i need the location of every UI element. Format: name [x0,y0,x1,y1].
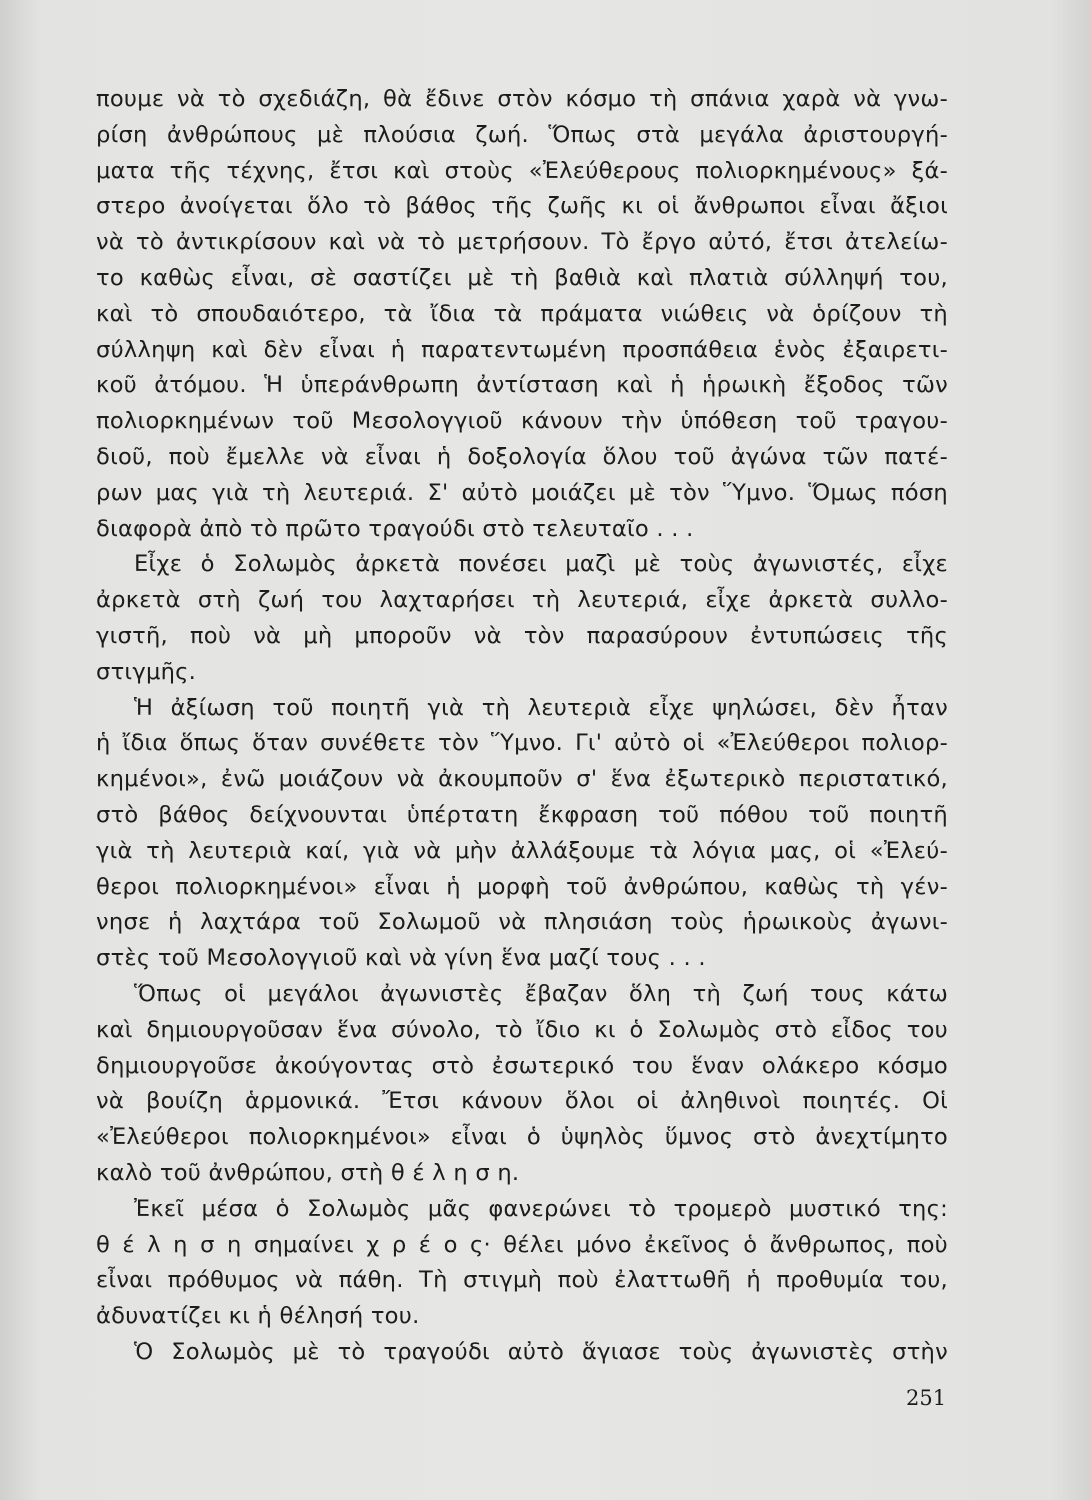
text-line: γιστῆ, ποὺ νὰ μὴ μποροῦν νὰ τὸν παρασύρουν ἐντυπώσεις τῆς [96,622,948,649]
text-line: Ἐκεῖ μέσα ὁ Σολωμὸς μᾶς φανερώνει τὸ τρομερὸ μυστικό της: [134,1195,948,1222]
text-line: κοῦ ἀτόμου. Ἡ ὑπεράνθρωπη ἀντίσταση καὶ ἡ ἡρωικὴ ἔξοδος τῶν [96,372,948,399]
text-line: θ έ λ η σ η σημαίνει χ ρ έ ο ς· θέλει μόνο ἐκεῖνος ὁ ἄνθρωπος, ποὺ [96,1231,948,1258]
text-line: νὰ βουίζη ἁρμονικά. Ἔτσι κάνουν ὅλοι οἱ ἀληθινοὶ ποιητές. Οἱ [96,1088,948,1115]
text-line: το καθὼς εἶναι, σὲ σαστίζει μὲ τὴ βαθιὰ καὶ πλατιὰ σύλληψή του, [96,264,948,291]
text-line: καλὸ τοῦ ἀνθρώπου, στὴ θ έ λ η σ η. [96,1159,520,1186]
text-line: στὲς τοῦ Μεσολογγιοῦ καὶ νὰ γίνη ἕνα μαζί τους . . . [96,945,706,972]
text-line: ρίση ἀνθρώπους μὲ πλούσια ζωή. Ὅπως στὰ μεγάλα ἀριστουργή- [96,121,948,148]
text-line: Ὅπως οἱ μεγάλοι ἀγωνιστὲς ἔβαζαν ὅλη τὴ ζωή τους κάτω [134,980,948,1007]
text-line: εἶναι πρόθυμος νὰ πάθη. Τὴ στιγμὴ ποὺ ἐλαττωθῆ ἡ προθυμία του, [96,1267,948,1294]
text-line: διοῦ, ποὺ ἔμελλε νὰ εἶναι ἡ δοξολογία ὅλου τοῦ ἀγώνα τῶν πατέ- [96,443,948,470]
text-line: ἀδυνατίζει κι ἡ θέλησή του. [96,1303,420,1330]
text-line: πολιορκημένων τοῦ Μεσολογγιοῦ κάνουν τὴν ὑπόθεση τοῦ τραγου- [96,408,948,435]
text-line: ἀρκετὰ στὴ ζωή του λαχταρήσει τὴ λευτεριά, εἶχε ἀρκετὰ συλλο- [96,587,948,614]
text-line: στερο ἀνοίγεται ὅλο τὸ βάθος τῆς ζωῆς κι οἱ ἄνθρωποι εἶναι ἄξιοι [96,193,948,220]
text-line: ματα τῆς τέχνης, ἔτσι καὶ στοὺς «Ἐλεύθερους πολιορκημένους» ξά- [96,157,948,184]
text-line: στιγμῆς. [96,658,197,685]
text-line: «Ἐλεύθεροι πολιορκημένοι» εἶναι ὁ ὑψηλὸς ὕμνος στὸ ἀνεχτίμητο [96,1124,948,1151]
text-line: κημένοι», ἐνῶ μοιάζουν νὰ ἀκουμποῦν σ' ἕνα ἐξωτερικὸ περιστατικό, [96,766,948,793]
text-line: γιὰ τὴ λευτεριὰ καί, γιὰ νὰ μὴν ἀλλάξουμε τὰ λόγια μας, οἱ «Ἐλεύ- [96,837,948,864]
text-line: σύλληψη καὶ δὲν εἶναι ἡ παρατεντωμένη προσπάθεια ἑνὸς ἐξαιρετι- [96,336,948,363]
text-line: θεροι πολιορκημένοι» εἶναι ἡ μορφὴ τοῦ ἀνθρώπου, καθὼς τὴ γέν- [96,873,948,900]
text-line: δημιουργοῦσε ἀκούγοντας στὸ ἐσωτερικό του ἕναν ολάκερο κόσμο [96,1052,948,1079]
page-number: 251 [906,1386,947,1410]
text-line: πουμε νὰ τὸ σχεδιάζη, θὰ ἔδινε στὸν κόσμο τὴ σπάνια χαρὰ νὰ γνω- [96,86,948,112]
body-text [96,82,948,1371]
text-line: Εἶχε ὁ Σολωμὸς ἀρκετὰ πονέσει μαζὶ μὲ τοὺς ἀγωνιστές, εἶχε [134,551,948,578]
text-line: στὸ βάθος δείχνουνται ὑπέρτατη ἔκφραση τοῦ πόθου τοῦ ποιητῆ [96,801,948,828]
text-line: καὶ δημιουργοῦσαν ἕνα σύνολο, τὸ ἴδιο κι ὁ Σολωμὸς στὸ εἶδος του [96,1016,948,1043]
text-line: νὰ τὸ ἀντικρίσουν καὶ νὰ τὸ μετρήσουν. Τὸ ἔργο αὐτό, ἔτσι ἀτελείω- [96,229,948,256]
text-line: καὶ τὸ σπουδαιότερο, τὰ ἴδια τὰ πράματα νιώθεις νὰ ὁρίζουν τὴ [96,300,948,327]
text-line: ἡ ἴδια ὅπως ὅταν συνέθετε τὸν Ὕμνο. Γι' αὐτὸ οἱ «Ἐλεύθεροι πολιορ- [96,730,948,757]
text-line: διαφορὰ ἀπὸ τὸ πρῶτο τραγούδι στὸ τελευταῖο . . . [96,515,694,542]
text-line: Ἡ ἀξίωση τοῦ ποιητῆ γιὰ τὴ λευτεριὰ εἶχε ψηλώσει, δὲν ἦταν [134,694,948,721]
text-line: νησε ἡ λαχτάρα τοῦ Σολωμοῦ νὰ πλησιάση τοὺς ἡρωικοὺς ἀγωνι- [96,909,948,936]
text-line: ρων μας γιὰ τὴ λευτεριά. Σ' αὐτὸ μοιάζει μὲ τὸν Ὕμνο. Ὅμως πόση [96,479,948,506]
text-line: Ὁ Σολωμὸς μὲ τὸ τραγούδι αὐτὸ ἅγιασε τοὺς ἀγωνιστὲς στὴν [134,1338,948,1365]
